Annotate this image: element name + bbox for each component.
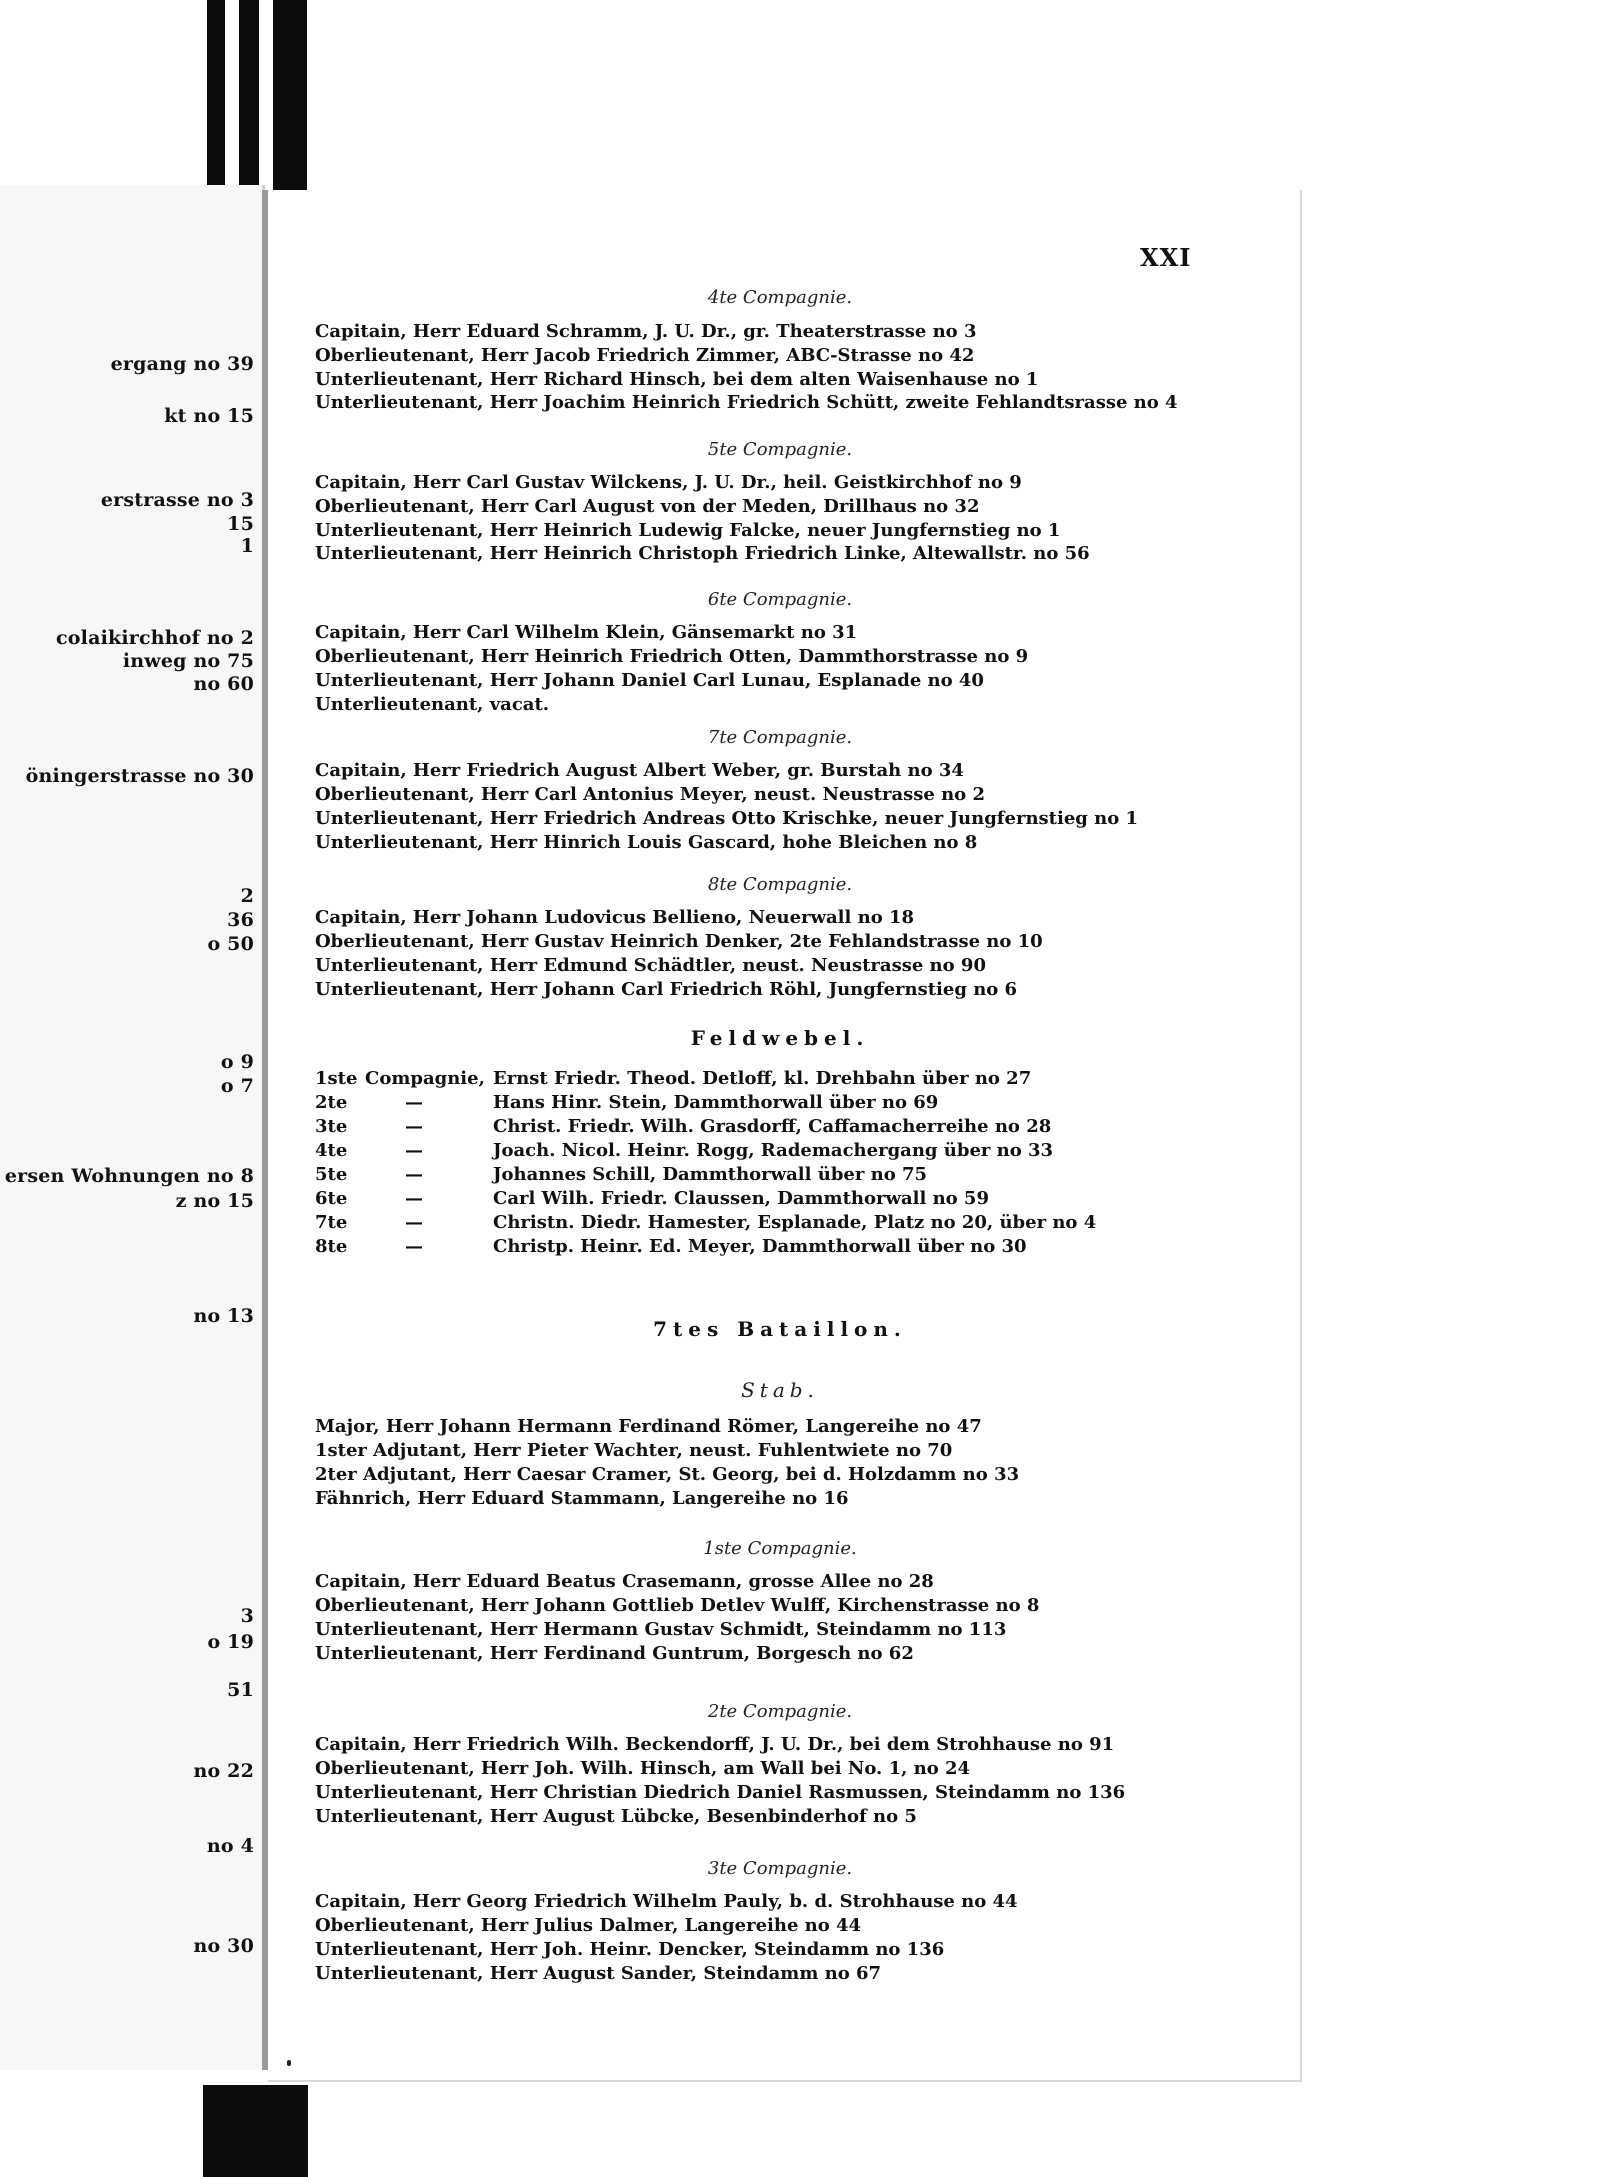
roster-entry: Oberlieutenant, Herr Carl Antonius Meyer, neust. Neustrasse no 2 (315, 784, 985, 805)
roster-entry: Capitain, Herr Carl Gustav Wilckens, J. U. Dr., heil. Geistkirchhof no 9 (315, 472, 1022, 493)
roster-entry: Oberlieutenant, Herr Julius Dalmer, Langereihe no 44 (315, 1915, 862, 1936)
left-fragment: no 22 (193, 1760, 254, 1782)
roster-entry: Unterlieutenant, vacat. (315, 694, 550, 715)
left-fragment: no 60 (193, 673, 254, 695)
roster-entry: Capitain, Herr Georg Friedrich Wilhelm Pauly, b. d. Strohhause no 44 (315, 1891, 1018, 1912)
company-number: 6te (315, 1188, 348, 1209)
page-number: XXI (1140, 243, 1192, 272)
section-heading: 7te Compagnie. (707, 727, 853, 748)
left-fragment: z no 15 (175, 1190, 254, 1212)
left-fragment: 36 (227, 909, 254, 931)
company-number: 7te (315, 1212, 348, 1233)
roster-entry: Unterlieutenant, Herr Heinrich Christoph Friedrich Linke, Altewallstr. no 56 (315, 543, 1090, 564)
feldwebel-name: Hans Hinr. Stein, Dammthorwall über no 69 (493, 1092, 939, 1113)
section-heading: 8te Compagnie. (707, 874, 853, 895)
left-fragment: o 50 (207, 933, 254, 955)
ditto-dash: — (405, 1188, 423, 1209)
roster-entry: Capitain, Herr Eduard Schramm, J. U. Dr., gr. Theaterstrasse no 3 (315, 321, 977, 342)
feldwebel-name: Christn. Diedr. Hamester, Esplanade, Platz no 20, über no 4 (493, 1212, 1097, 1233)
left-fragment: no 13 (193, 1305, 254, 1327)
section-heading: 5te Compagnie. (707, 439, 853, 460)
roster-entry: Capitain, Herr Eduard Beatus Crasemann, grosse Allee no 28 (315, 1571, 934, 1592)
feldwebel-name: Ernst Friedr. Theod. Detloff, kl. Drehbahn über no 27 (493, 1068, 1032, 1089)
left-fragment: no 4 (206, 1835, 254, 1857)
roster-entry: Oberlieutenant, Herr Heinrich Friedrich Otten, Dammthorstrasse no 9 (315, 646, 1029, 667)
roster-entry: Unterlieutenant, Herr August Lübcke, Besenbinderhof no 5 (315, 1806, 917, 1827)
roster-entry: Unterlieutenant, Herr August Sander, Steindamm no 67 (315, 1963, 882, 1984)
roster-entry: Unterlieutenant, Herr Joachim Heinrich Friedrich Schütt, zweite Fehlandtsrasse no 4 (315, 392, 1178, 413)
left-fragment: no 30 (193, 1935, 254, 1957)
roster-entry: Major, Herr Johann Hermann Ferdinand Römer, Langereihe no 47 (315, 1416, 982, 1437)
binding-shadow-bottom (203, 2085, 308, 2177)
roster-entry: Unterlieutenant, Herr Hinrich Louis Gascard, hohe Bleichen no 8 (315, 832, 978, 853)
roster-entry: Unterlieutenant, Herr Johann Carl Friedrich Röhl, Jungfernstieg no 6 (315, 979, 1018, 1000)
ditto-dash: — (405, 1116, 423, 1137)
section-heading: 3te Compagnie. (707, 1858, 853, 1879)
roster-entry: Unterlieutenant, Herr Friedrich Andreas Otto Krischke, neuer Jungfernstieg no 1 (315, 808, 1139, 829)
ink-speck (287, 2060, 291, 2066)
roster-entry: Unterlieutenant, Herr Edmund Schädtler, neust. Neustrasse no 90 (315, 955, 986, 976)
roster-entry: Oberlieutenant, Herr Joh. Wilh. Hinsch, am Wall bei No. 1, no 24 (315, 1758, 971, 1779)
roster-entry: Capitain, Herr Friedrich August Albert Weber, gr. Burstah no 34 (315, 760, 964, 781)
roster-entry: 1ster Adjutant, Herr Pieter Wachter, neust. Fuhlentwiete no 70 (315, 1440, 953, 1461)
roster-entry: Unterlieutenant, Herr Heinrich Ludewig Falcke, neuer Jungfernstieg no 1 (315, 520, 1061, 541)
left-fragment: o 9 (220, 1051, 254, 1073)
roster-entry: Unterlieutenant, Herr Joh. Heinr. Dencker, Steindamm no 136 (315, 1939, 945, 1960)
company-number: 2te (315, 1092, 348, 1113)
company-number: 3te (315, 1116, 348, 1137)
roster-entry: Unterlieutenant, Herr Christian Diedrich Daniel Rasmussen, Steindamm no 136 (315, 1782, 1126, 1803)
feldwebel-name: Christp. Heinr. Ed. Meyer, Dammthorwall über no 30 (493, 1236, 1027, 1257)
ditto-dash: — (405, 1140, 423, 1161)
roster-entry: Unterlieutenant, Herr Johann Daniel Carl Lunau, Esplanade no 40 (315, 670, 984, 691)
roster-entry: Fähnrich, Herr Eduard Stammann, Langereihe no 16 (315, 1488, 849, 1509)
section-heading: 6te Compagnie. (707, 589, 853, 610)
feldwebel-name: Christ. Friedr. Wilh. Grasdorff, Caffamacherreihe no 28 (493, 1116, 1052, 1137)
left-fragment: inweg no 75 (122, 650, 254, 672)
left-fragment: colaikirchhof no 2 (56, 627, 254, 649)
company-number: 4te (315, 1140, 348, 1161)
roster-entry: Unterlieutenant, Herr Hermann Gustav Schmidt, Steindamm no 113 (315, 1619, 1007, 1640)
feldwebel-heading: Feldwebel. (690, 1026, 870, 1050)
left-fragment: o 19 (207, 1631, 254, 1653)
company-number: 5te (315, 1164, 348, 1185)
company-number: 1ste (315, 1068, 358, 1089)
section-heading: 4te Compagnie. (707, 287, 853, 308)
company-number: 8te (315, 1236, 348, 1257)
left-fragment: ersen Wohnungen no 8 (4, 1165, 254, 1187)
left-fragment: 1 (240, 535, 254, 557)
section-heading: 2te Compagnie. (707, 1701, 853, 1722)
roster-entry: Capitain, Herr Johann Ludovicus Bellieno, Neuerwall no 18 (315, 907, 915, 928)
left-fragment: erstrasse no 3 (100, 489, 254, 511)
roster-entry: Oberlieutenant, Herr Jacob Friedrich Zimmer, ABC-Strasse no 42 (315, 345, 975, 366)
left-fragment: öningerstrasse no 30 (25, 765, 254, 787)
feldwebel-name: Carl Wilh. Friedr. Claussen, Dammthorwall no 59 (493, 1188, 989, 1209)
left-fragment: kt no 15 (164, 405, 254, 427)
ditto-dash: — (405, 1236, 423, 1257)
left-fragment: ergang no 39 (110, 353, 254, 375)
roster-entry: Capitain, Herr Friedrich Wilh. Beckendorff, J. U. Dr., bei dem Strohhause no 91 (315, 1734, 1115, 1755)
company-label: Compagnie, (365, 1068, 485, 1089)
roster-entry: Oberlieutenant, Herr Johann Gottlieb Detlev Wulff, Kirchenstrasse no 8 (315, 1595, 1040, 1616)
ditto-dash: — (405, 1212, 423, 1233)
roster-entry: Unterlieutenant, Herr Richard Hinsch, bei dem alten Waisenhause no 1 (315, 369, 1039, 390)
bataillon-heading: 7tes Bataillon. (653, 1317, 907, 1341)
roster-entry: Oberlieutenant, Herr Carl August von der Meden, Drillhaus no 32 (315, 496, 980, 517)
left-fragment: o 7 (220, 1075, 254, 1097)
left-fragment: 2 (240, 885, 254, 907)
ditto-dash: — (405, 1164, 423, 1185)
roster-entry: 2ter Adjutant, Herr Caesar Cramer, St. Georg, bei d. Holzdamm no 33 (315, 1464, 1020, 1485)
left-fragment: 51 (227, 1679, 254, 1701)
section-heading: 1ste Compagnie. (703, 1538, 857, 1559)
roster-entry: Capitain, Herr Carl Wilhelm Klein, Gänsemarkt no 31 (315, 622, 858, 643)
left-fragment: 15 (227, 513, 254, 535)
feldwebel-name: Johannes Schill, Dammthorwall über no 75 (493, 1164, 928, 1185)
feldwebel-name: Joach. Nicol. Heinr. Rogg, Rademachergang über no 33 (493, 1140, 1054, 1161)
roster-entry: Oberlieutenant, Herr Gustav Heinrich Denker, 2te Fehlandstrasse no 10 (315, 931, 1043, 952)
ditto-dash: — (405, 1092, 423, 1113)
left-fragment: 3 (240, 1605, 254, 1627)
stab-heading: Stab. (741, 1378, 819, 1402)
facing-page (0, 185, 265, 2070)
roster-entry: Unterlieutenant, Herr Ferdinand Guntrum, Borgesch no 62 (315, 1643, 914, 1664)
